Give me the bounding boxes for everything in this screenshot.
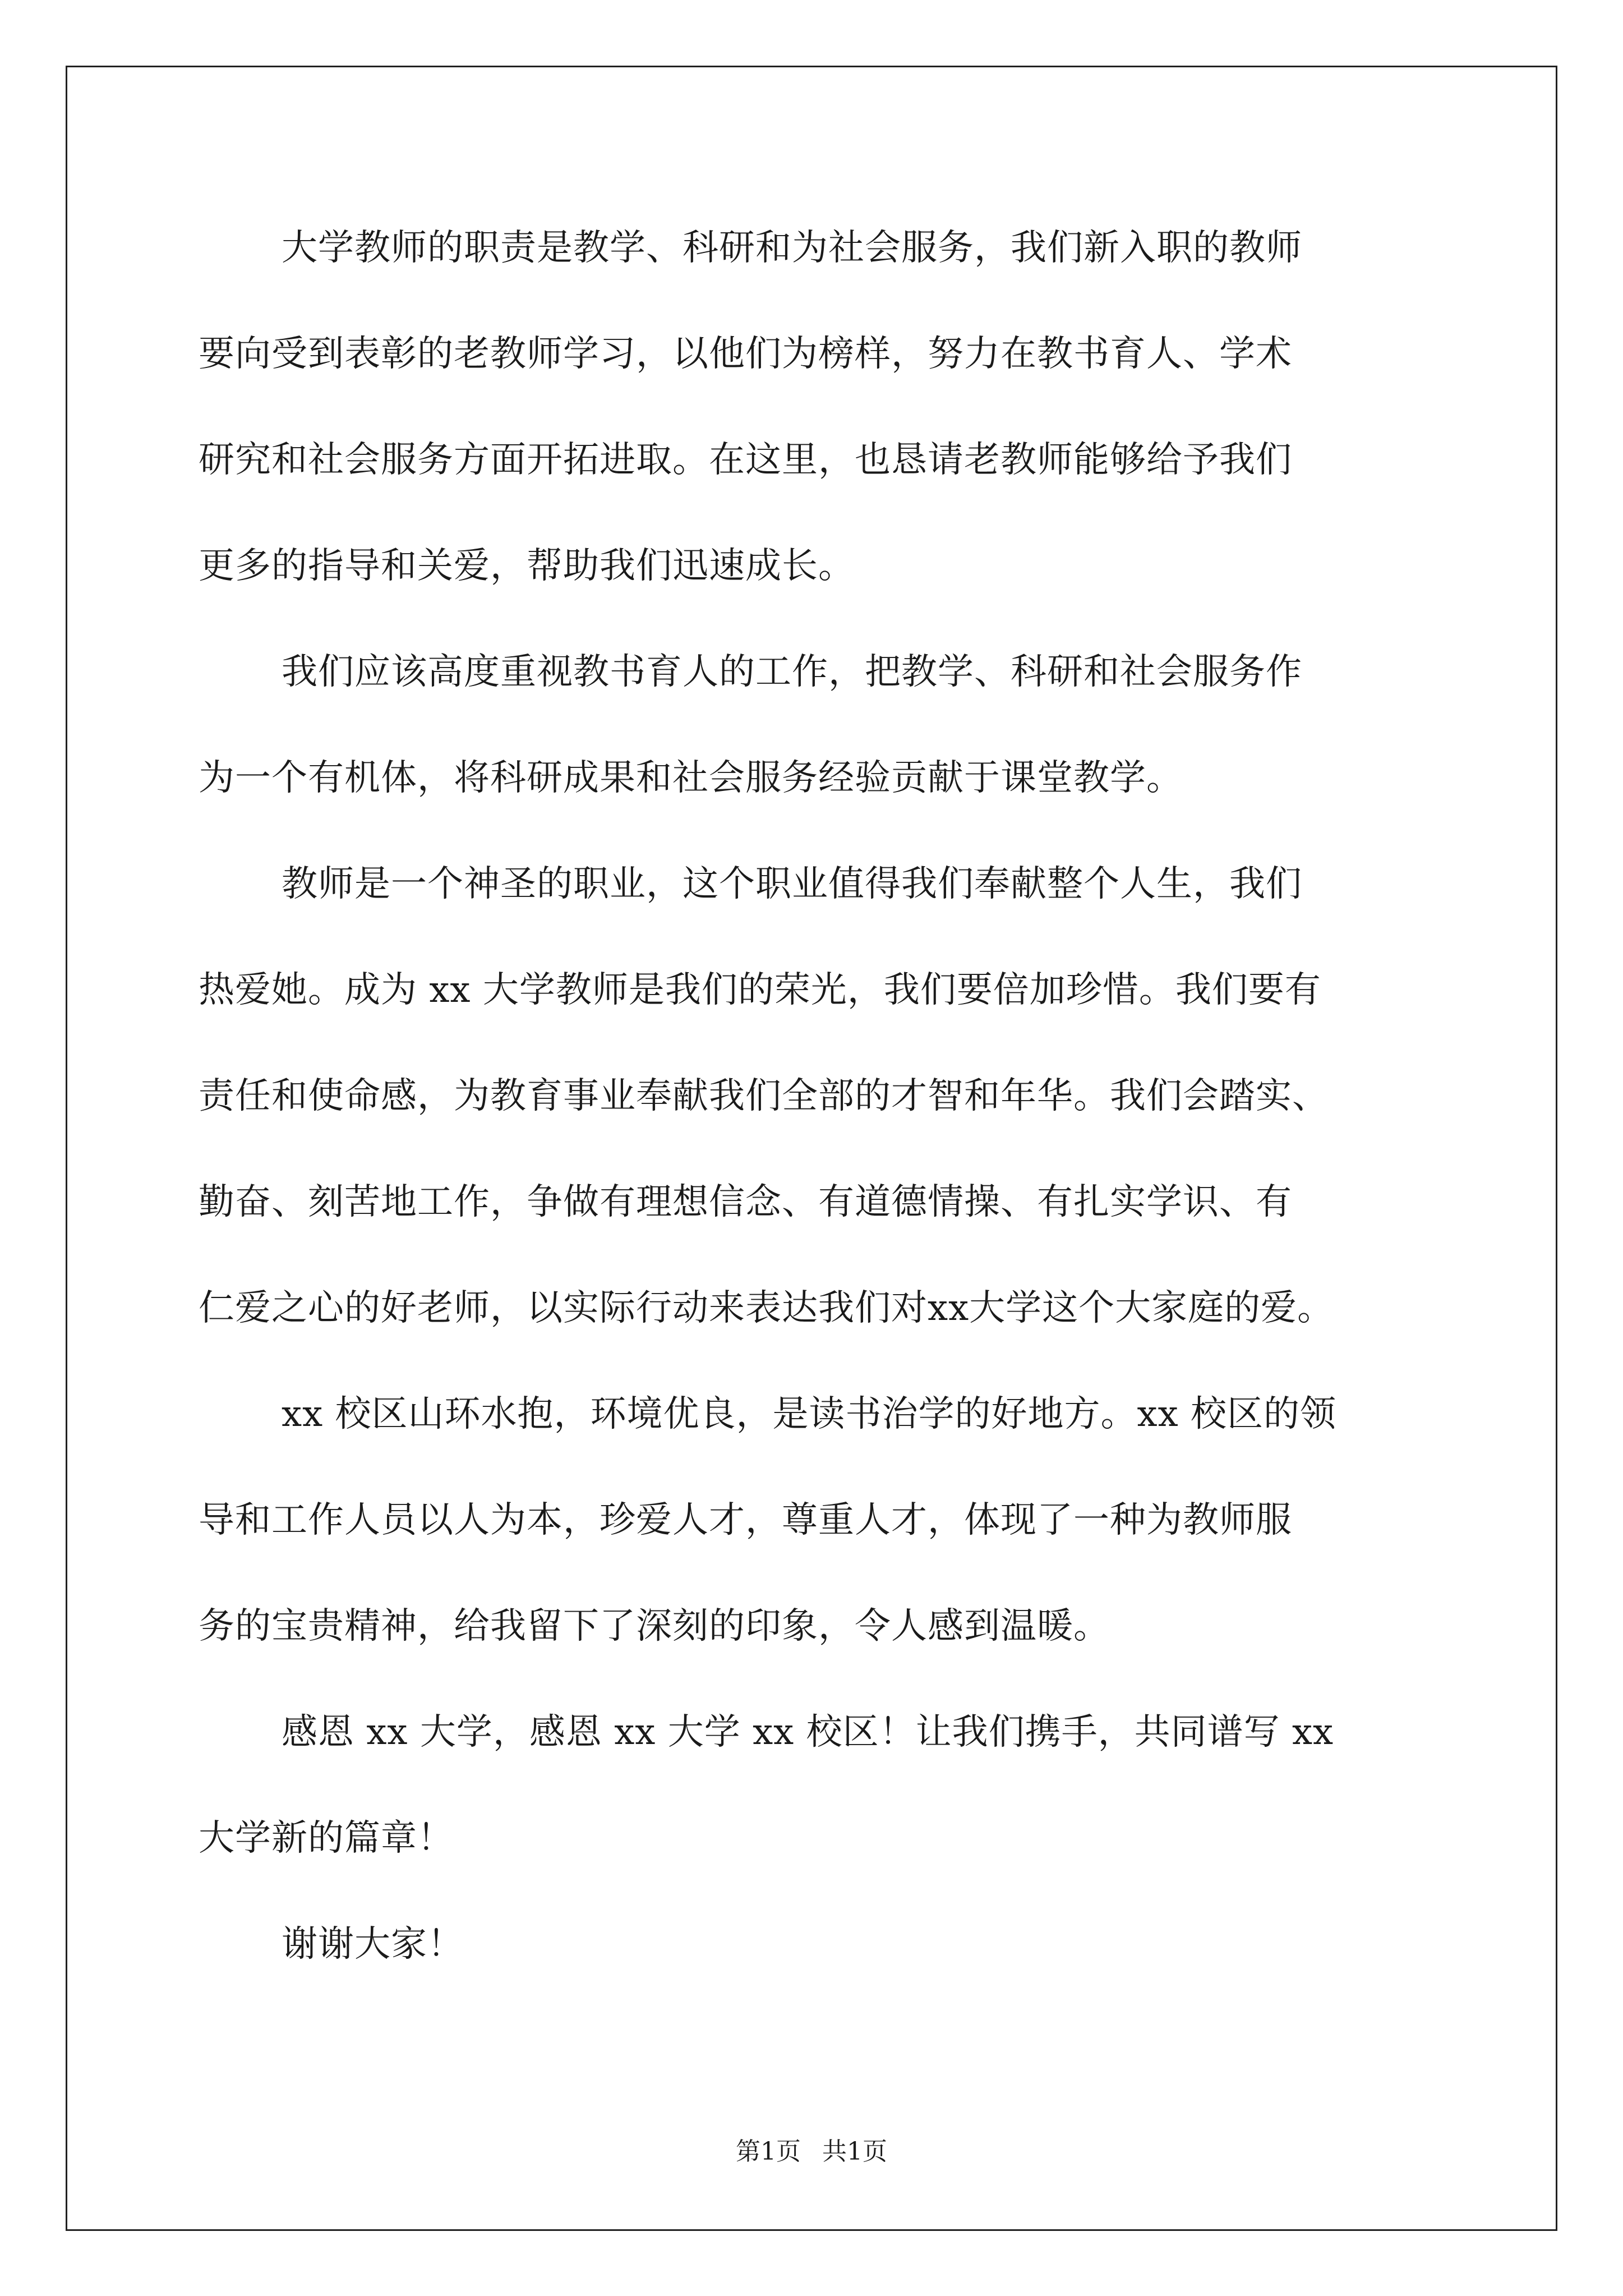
paragraph-line: 勤奋、刻苦地工作，争做有理想信念、有道德情操、有扎实学识、有 [199, 1181, 1292, 1223]
document-body [199, 219, 1424, 2021]
closing-line: 谢谢大家！ [282, 1924, 464, 1965]
page-total: 共1页 [822, 2137, 887, 2166]
paragraph-line: 务的宝贵精神，给我留下了深刻的印象，令人感到温暖。 [199, 1605, 1110, 1647]
paragraph-line: 为一个有机体，将科研成果和社会服务经验贡献于课堂教学。 [199, 757, 1183, 799]
paragraph-line: 大学教师的职责是教学、科研和为社会服务，我们新入职的教师 [282, 227, 1302, 269]
paragraph-line: 责任和使命感，为教育事业奉献我们全部的才智和年华。我们会踏实、 [199, 1075, 1329, 1117]
paragraph-line: 更多的指导和关爱，帮助我们迅速成长。 [199, 545, 855, 587]
paragraph-line: 仁爱之心的好老师，以实际行动来表达我们对xx大学这个大家庭的爱。 [199, 1287, 1334, 1329]
paragraph-line: 大学新的篇章！ [199, 1818, 454, 1859]
paragraph-line: xx 校区山环水抱，环境优良，是读书治学的好地方。xx 校区的领 [282, 1393, 1337, 1435]
paragraph-line: 教师是一个神圣的职业，这个职业值得我们奉献整个人生，我们 [282, 863, 1302, 905]
paragraph-line: 我们应该高度重视教书育人的工作，把教学、科研和社会服务作 [282, 651, 1302, 693]
paragraph-line: 导和工作人员以人为本，珍爱人才，尊重人才，体现了一种为教师服 [199, 1499, 1292, 1541]
paragraph-line: 感恩 xx 大学，感恩 xx 大学 xx 校区！让我们携手，共同谱写 xx [282, 1711, 1334, 1753]
paragraph-line: 研究和社会服务方面开拓进取。在这里，也恳请老教师能够给予我们 [199, 439, 1292, 481]
page-footer [0, 2136, 1623, 2168]
page-number: 第1页 [736, 2137, 801, 2166]
paragraph-line: 要向受到表彰的老教师学习，以他们为榜样，努力在教书育人、学术 [199, 333, 1292, 375]
paragraph-line: 热爱她。成为 xx 大学教师是我们的荣光，我们要倍加珍惜。我们要有 [199, 969, 1321, 1011]
